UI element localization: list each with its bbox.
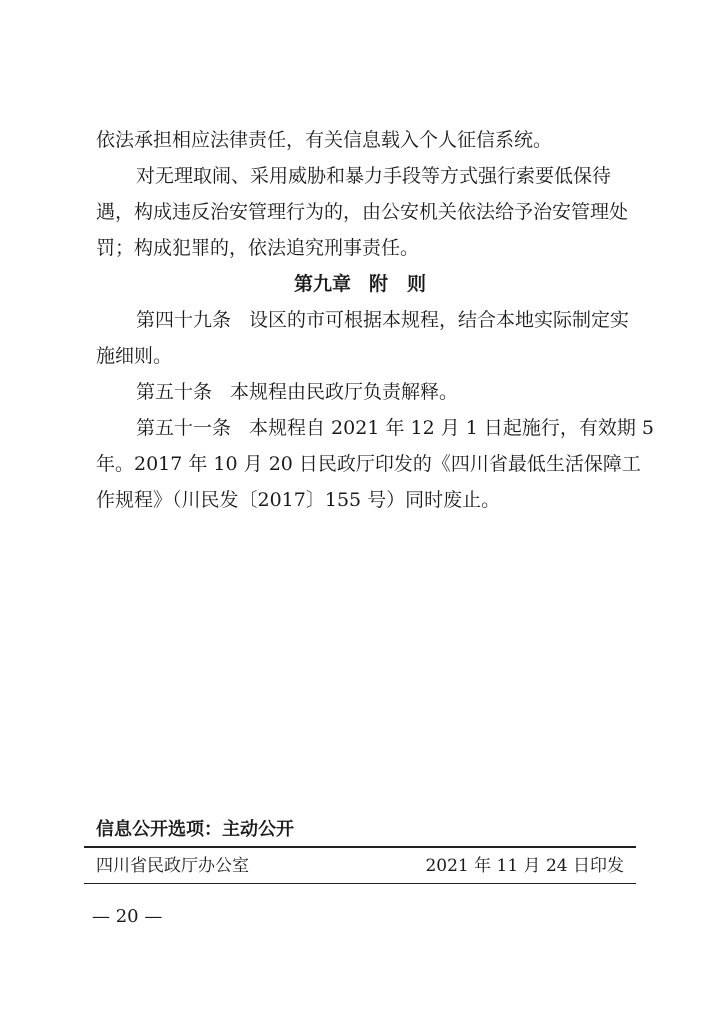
divider-rule <box>84 883 636 884</box>
chapter-number: 第九章 <box>293 273 351 295</box>
chapter-heading <box>0 272 720 296</box>
paragraph-line: 遇，构成违反治安管理行为的，由公安机关依法给予治安管理处 <box>96 201 629 223</box>
article-label: 第五十条 <box>136 381 213 403</box>
article-text: 本规程由民政厅负责解释。 <box>230 381 459 403</box>
divider-rule <box>84 846 636 848</box>
article-line: 施细则。 <box>96 345 173 367</box>
paragraph-line: 对无理取闹、采用威胁和暴力手段等方式强行索要低保待 <box>136 165 612 187</box>
paragraph-line: 依法承担相应法律责任，有关信息载入个人征信系统。 <box>96 129 553 151</box>
issue-date: 2021 年 11 月 24 日印发 <box>425 856 624 876</box>
chapter-title: 附 则 <box>369 273 427 295</box>
issuing-office: 四川省民政厅办公室 <box>96 856 249 876</box>
article-label: 第四十九条 <box>136 309 232 331</box>
article-line <box>136 380 458 404</box>
article-line: 年。2017 年 10 月 20 日民政厅印发的《四川省最低生活保障工 <box>96 453 641 475</box>
article-text: 设区的市可根据本规程，结合本地实际制定实 <box>249 309 630 331</box>
page-number: — 20 — <box>92 906 163 927</box>
disclosure-option: 信息公开选项：主动公开 <box>96 819 294 840</box>
article-line <box>136 308 629 332</box>
article-text: 本规程自 2021 年 12 月 1 日起施行，有效期 5 <box>249 417 655 439</box>
article-line: 作规程》（川民发〔2017〕155 号）同时废止。 <box>96 489 501 511</box>
paragraph-line: 罚；构成犯罪的，依法追究刑事责任。 <box>96 237 420 259</box>
article-line <box>136 416 654 440</box>
article-label: 第五十一条 <box>136 417 232 439</box>
